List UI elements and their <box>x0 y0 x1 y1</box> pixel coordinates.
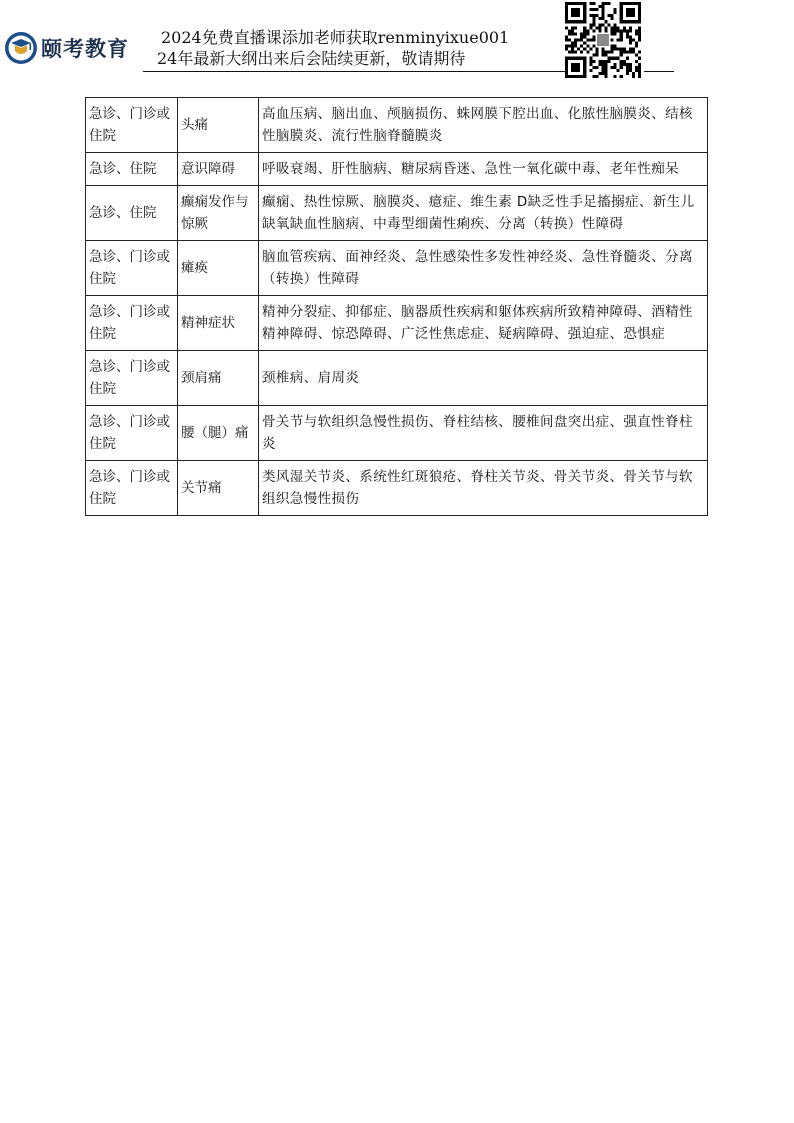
symptom-cell: 精神症状 <box>178 296 259 351</box>
care-setting-cell: 急诊、门诊或住院 <box>86 406 178 461</box>
graduation-shield-logo-icon <box>4 31 38 65</box>
care-setting-cell: 急诊、门诊或住院 <box>86 351 178 406</box>
symptom-cell: 颈肩痛 <box>178 351 259 406</box>
table-row <box>86 406 708 461</box>
table-row <box>86 296 708 351</box>
symptom-cell: 关节痛 <box>178 461 259 516</box>
care-setting-cell: 急诊、住院 <box>86 186 178 241</box>
diseases-cell: 类风湿关节炎、系统性红斑狼疮、脊柱关节炎、骨关节炎、骨关节与软组织急慢性损伤 <box>259 461 708 516</box>
care-setting-cell: 急诊、住院 <box>86 153 178 186</box>
care-setting-cell: 急诊、门诊或住院 <box>86 461 178 516</box>
symptom-cell: 意识障碍 <box>178 153 259 186</box>
table-row <box>86 241 708 296</box>
header-rule <box>143 71 565 72</box>
table-row <box>86 461 708 516</box>
diseases-cell: 呼吸衰竭、肝性脑病、糖尿病昏迷、急性一氧化碳中毒、老年性痴呆 <box>259 153 708 186</box>
brand-logo <box>4 30 129 66</box>
care-setting-cell: 急诊、门诊或住院 <box>86 241 178 296</box>
diseases-cell: 高血压病、脑出血、颅脑损伤、蛛网膜下腔出血、化脓性脑膜炎、结核性脑膜炎、流行性脑脊髓膜炎 <box>259 98 708 153</box>
header-promo-line: 2024免费直播课添加老师获取renminyixue001 <box>161 28 510 47</box>
page-header <box>0 0 794 80</box>
symptom-cell: 头痛 <box>178 98 259 153</box>
header-notice-line: 24年最新大纲出来后会陆续更新，敬请期待 <box>157 49 466 68</box>
table-row <box>86 351 708 406</box>
symptom-cell: 腰（腿）痛 <box>178 406 259 461</box>
symptom-cell: 癫痫发作与惊厥 <box>178 186 259 241</box>
symptom-disease-table <box>85 97 708 516</box>
table-row <box>86 98 708 153</box>
diseases-cell: 癫痫、热性惊厥、脑膜炎、癔症、维生素 D缺乏性手足搐搦症、新生儿缺氧缺血性脑病、中毒型细菌性痢疾、分离（转换）性障碍 <box>259 186 708 241</box>
diseases-cell: 颈椎病、肩周炎 <box>259 351 708 406</box>
symptom-cell: 瘫痪 <box>178 241 259 296</box>
table-row <box>86 186 708 241</box>
table-body <box>86 98 708 516</box>
diseases-cell: 骨关节与软组织急慢性损伤、脊柱结核、腰椎间盘突出症、强直性脊柱炎 <box>259 406 708 461</box>
diseases-cell: 精神分裂症、抑郁症、脑器质性疾病和躯体疾病所致精神障碍、酒精性精神障碍、惊恐障碍、广泛性焦虑症、疑病障碍、强迫症、恐惧症 <box>259 296 708 351</box>
brand-name: 颐考教育 <box>41 37 129 61</box>
diseases-cell: 脑血管疾病、面神经炎、急性感染性多发性神经炎、急性脊髓炎、分离（转换）性障碍 <box>259 241 708 296</box>
care-setting-cell: 急诊、门诊或住院 <box>86 296 178 351</box>
qr-code-icon <box>565 2 641 78</box>
table-row <box>86 153 708 186</box>
header-rule-right <box>644 71 674 72</box>
care-setting-cell: 急诊、门诊或住院 <box>86 98 178 153</box>
